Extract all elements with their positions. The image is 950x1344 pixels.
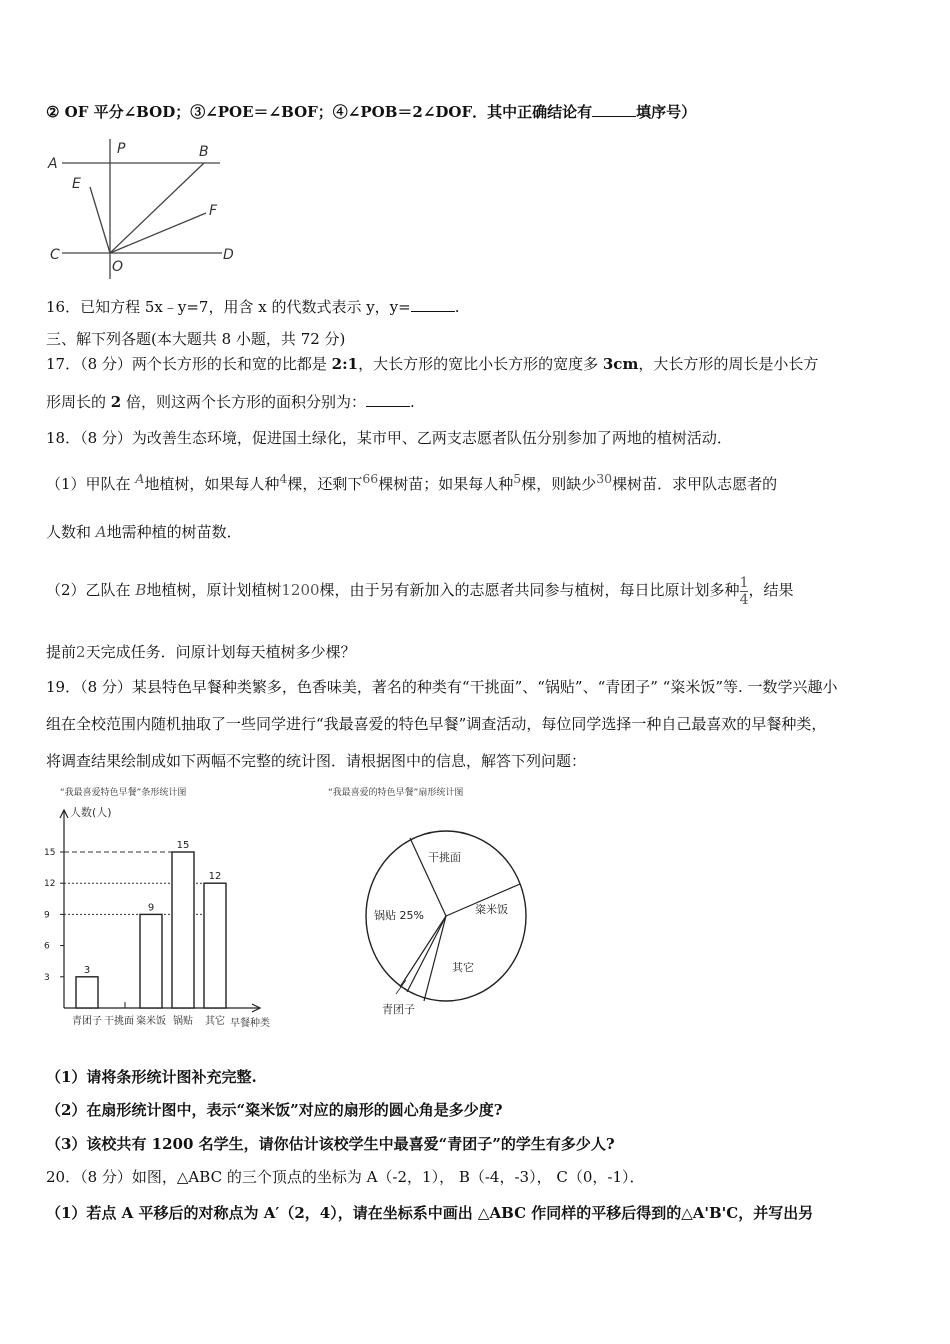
bar-category-1: 干挑面: [104, 1016, 134, 1027]
q18-var-B: B: [135, 581, 147, 599]
q18-p1-c: 棵，还剩下: [287, 475, 363, 493]
label-O: O: [112, 259, 124, 275]
q18-p2-line2-a: 提前: [46, 643, 77, 661]
bar-chart-ylabel: 人数(人): [70, 806, 112, 819]
bar-ytick-label-15: 15: [44, 848, 56, 858]
q18-p2-b: 地植树，原计划植树: [146, 581, 282, 599]
q16-answer-blank[interactable]: [411, 297, 455, 312]
q18-part2-line2: [46, 641, 356, 663]
bar-category-0: 青团子: [72, 1016, 102, 1027]
bar-ytick-label-12: 12: [44, 879, 56, 890]
q18-p1-line2-b: 地需种植的树苗数．: [106, 523, 242, 541]
q18-frac-den: 4: [739, 591, 749, 608]
q18-frac-num: 1: [739, 574, 749, 591]
pie-edge-1: [410, 838, 446, 916]
q18-var-A-2: A: [95, 523, 107, 541]
bar-chart-xlabels: [72, 1014, 225, 1027]
q18-n66: 66: [362, 471, 379, 486]
q19-sub3: （3）该校共有 1200 名学生，请你估计该校学生中最喜爱“青团子”的学生有多少人?: [46, 1135, 615, 1153]
q20-line2: （1）若点 A 平移后的对称点为 A′（2，4），请在坐标系中画出 △ABC 作同样的平移后得到的△A'B'C，并写出另: [46, 1204, 814, 1222]
pie-label-other: 其它: [452, 961, 474, 974]
pie-label-ganti: 干挑面: [428, 851, 461, 864]
bar-chart-title: “我最喜爱特色早餐”条形统计图: [60, 788, 187, 798]
q15-answer-blank[interactable]: [592, 102, 636, 117]
pie-edge-5: [400, 916, 446, 987]
q18-p1-a: （1）甲队在: [46, 475, 136, 493]
q15-tail: ② OF 平分∠BOD；③∠POE＝∠BOF；④∠POB＝2∠DOF．其中正确结论有: [46, 103, 593, 121]
q18-part1-line2: [46, 521, 242, 543]
pie-leader-line: [396, 980, 406, 994]
pie-edge-3: [424, 916, 446, 1001]
q17-text-e: 倍，则这两个长方形的面积分别为：: [121, 393, 366, 411]
bar-chart-gridlines: [64, 852, 222, 914]
q16-text: [46, 296, 460, 318]
q18-p1-f: 棵树苗．求甲队志愿者的: [612, 475, 778, 493]
section-title: 三、解下列各题(本大题共 8 小题，共 72 分): [46, 330, 346, 348]
q17-text-d: 形周长的: [46, 393, 111, 411]
q18-part1-line1: [46, 468, 777, 495]
q18-p1-d: 棵树苗；如果每人种: [378, 475, 514, 493]
bar-category-2: 粢米饭: [136, 1016, 166, 1027]
bar-value-label-4: 12: [208, 871, 222, 883]
bar-2: [140, 914, 162, 1008]
bar-ytick-label-6: 6: [44, 941, 50, 952]
q19-line3: 将调查结果绘制成如下两幅不完整的统计图．请根据图中的信息，解答下列问题：: [46, 752, 587, 770]
q16-prompt: 16．已知方程 5x﹣y=7，用含 x 的代数式表示 y，y=: [46, 298, 411, 316]
q18-n1200: 1200: [281, 581, 320, 599]
label-D: D: [223, 247, 234, 263]
bar-category-4: 其它: [205, 1016, 225, 1027]
q18-p2-line2-b: 天完成任务．问原计划每天植树多少棵？: [85, 643, 356, 661]
label-C: C: [50, 247, 60, 263]
label-E: E: [72, 176, 81, 192]
q17-text-c: ，大长方形的周长是小长方: [638, 355, 819, 373]
q18-p2-d: ，结果: [748, 581, 794, 599]
q18-p2-c: 棵，由于另有新加入的志愿者共同参与植树，每日比原计划多种: [319, 581, 740, 599]
bar-3: [172, 852, 194, 1008]
q18-p1-e: 棵，则缺少: [521, 475, 597, 493]
q19-line2: 组在全校范围内随机抽取了一些同学进行“我最喜爱的特色早餐”调查活动，每位同学选择一种自己最喜欢的早餐种类，: [46, 715, 827, 733]
q18-p1-line2-a: 人数和: [46, 523, 96, 541]
label-B: B: [199, 144, 209, 160]
q20-line1: 20．（8 分）如图，△ABC 的三个顶点的坐标为 A（-2，1）， B（-4，-3）， C（0，-1）．: [46, 1168, 645, 1186]
q16-end: .: [454, 298, 460, 316]
q15-geometry-figure: [44, 135, 244, 285]
bar-chart: [40, 780, 300, 1030]
bar-chart-xlabel: 早餐种类: [230, 1018, 270, 1029]
q17-end: .: [410, 393, 415, 411]
q15-tail-end: 填序号）: [636, 103, 697, 121]
label-P: P: [117, 141, 126, 157]
pie-label-guotie: 锅贴 25%: [374, 909, 424, 922]
bar-category-3: 锅贴: [173, 1016, 193, 1027]
bar-value-label-2: 9: [147, 902, 155, 914]
bar-chart-yticks: [44, 848, 64, 983]
label-F: F: [209, 203, 218, 219]
bar-ytick-label-9: 9: [44, 910, 50, 921]
q18-n30: 30: [596, 471, 613, 486]
q17-ratio: 2:1: [331, 355, 359, 373]
q19-line1: 19．（8 分）某县特色早餐种类繁多，色香味美，著名的种类有“干挑面”、“锅贴”、“青团子” “粢米饭”等. 一数学兴趣小: [46, 678, 838, 696]
q15-text: [46, 101, 696, 123]
q18-n2: 2: [76, 643, 86, 661]
q17-answer-blank[interactable]: [366, 392, 410, 407]
q18-intro: 18．（8 分）为改善生态环境，促进国土绿化，某市甲、乙两支志愿者队伍分别参加了两地的植树活动．: [46, 429, 732, 447]
bar-0: [76, 977, 98, 1008]
q17-line1: [46, 353, 818, 375]
q17-width: 3cm: [602, 355, 639, 373]
q19-sub1: （1）请将条形统计图补充完整.: [46, 1068, 257, 1086]
q17-line2: [46, 391, 415, 413]
q17-text-b: ，大长方形的宽比小长方形的宽度多: [358, 355, 603, 373]
q17-times: 2: [110, 393, 122, 411]
label-A: A: [48, 156, 58, 172]
q18-n4: 4: [279, 471, 288, 486]
pie-label-qingtuanzi: 青团子: [382, 1003, 415, 1016]
q18-p2-a: （2）乙队在: [46, 581, 136, 599]
pie-label-cimifan: 粢米饭: [475, 903, 508, 916]
bar-value-label-0: 3: [83, 964, 91, 976]
q19-sub2: （2）在扇形统计图中，表示“粢米饭”对应的扇形的圆心角是多少度?: [46, 1101, 503, 1119]
pie-chart-title: “我最喜爱的特色早餐”扇形统计图: [328, 788, 464, 798]
pie-chart: [322, 780, 552, 1030]
bar-ytick-label-3: 3: [44, 972, 50, 983]
q18-var-A: A: [135, 471, 145, 486]
bar-chart-bars: [76, 840, 226, 1008]
q18-n5: 5: [513, 471, 522, 486]
q17-text-a: 17．（8 分）两个长方形的长和宽的比都是: [46, 355, 332, 373]
bar-value-label-3: 15: [176, 840, 190, 851]
q18-part2-line1: [46, 570, 794, 610]
q18-p1-b: 地植树，如果每人种: [144, 475, 280, 493]
bar-4: [204, 883, 226, 1008]
pie-edge-4: [407, 916, 446, 992]
